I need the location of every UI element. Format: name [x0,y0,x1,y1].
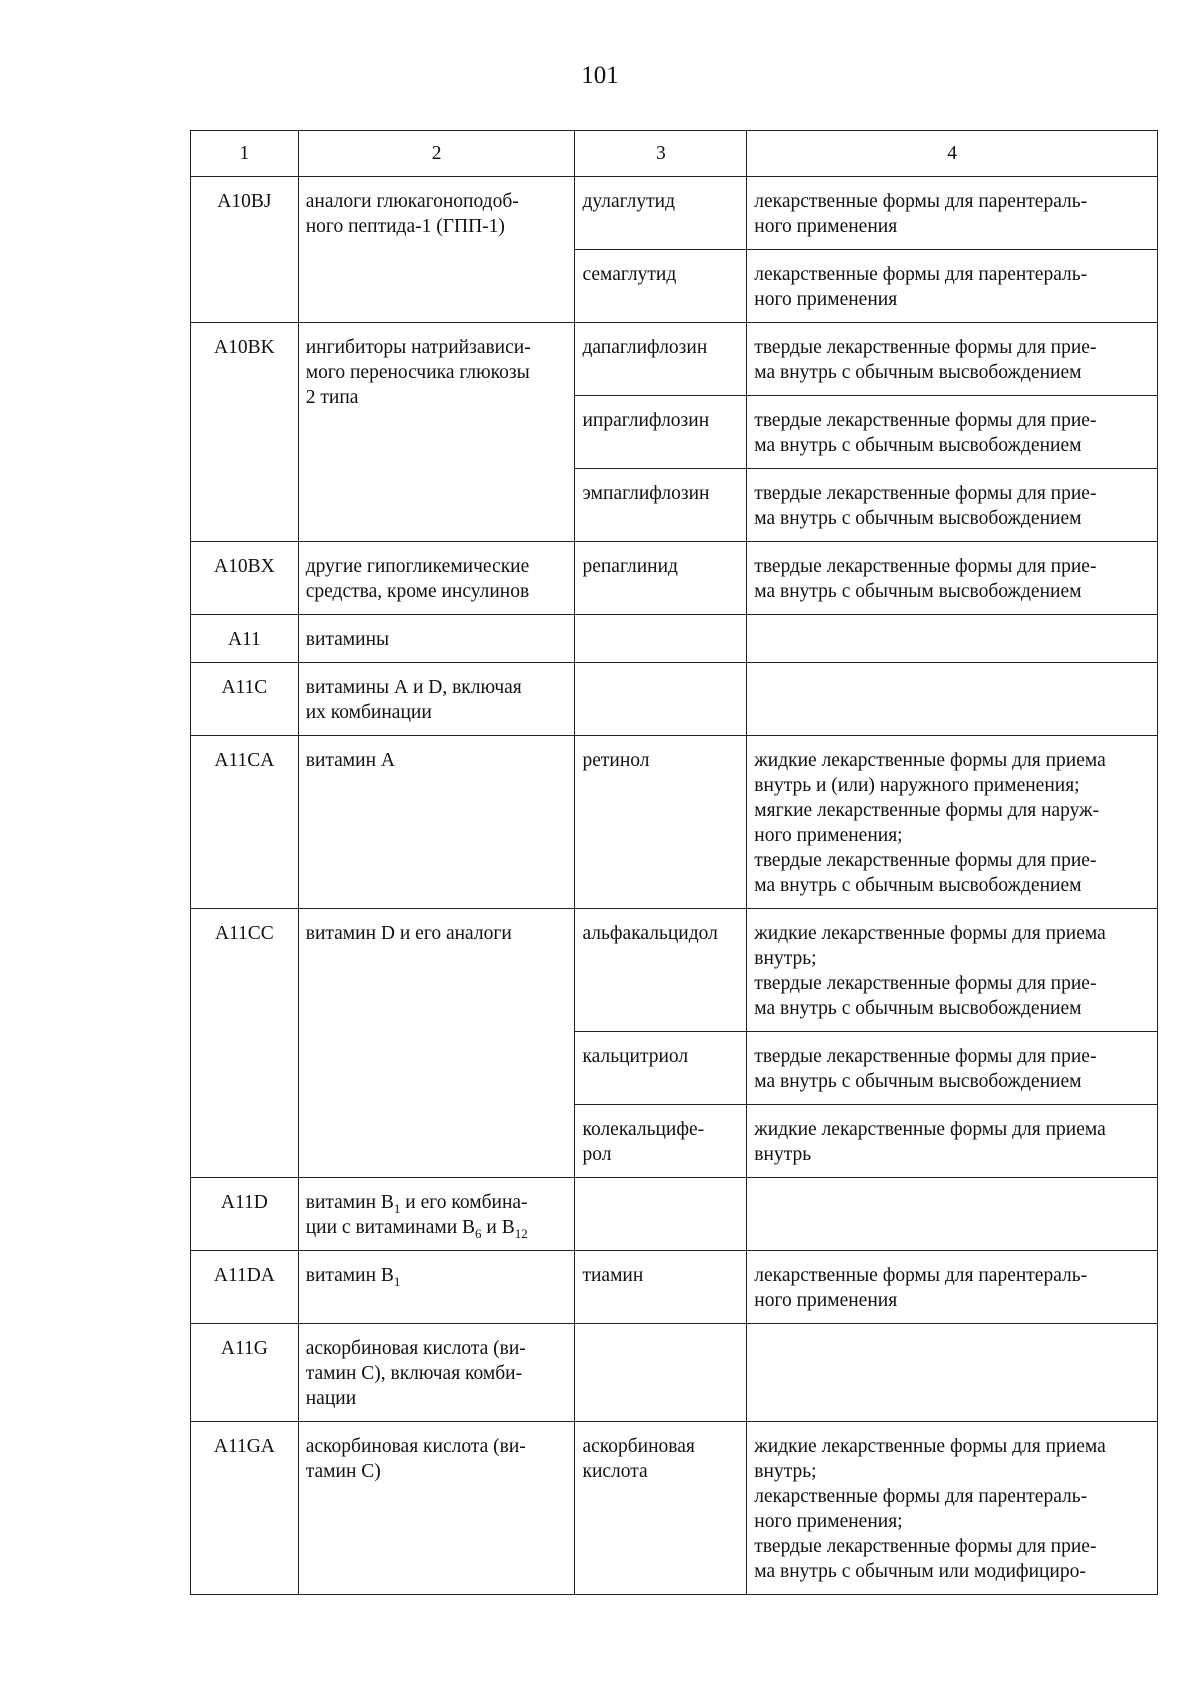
dosage-forms [747,177,1158,250]
dosage-form-line: внутрь; [754,1461,817,1482]
dosage-form-line: твердые лекарственные формы для прие- [754,556,1097,577]
group-name-line: витамин D и его аналоги [305,923,512,944]
dosage-forms [747,1422,1158,1595]
drug-name [575,323,747,396]
group-name-line: другие гипогликемические [305,556,530,577]
drug-name-line: кальцитриол [582,1046,689,1067]
group-name-line: ингибиторы натрийзависи- [305,337,531,358]
atc-code: A10BX [191,542,299,615]
drug-name [575,177,747,250]
atc-code: A10BJ [191,177,299,323]
dosage-form-line: лекарственные формы для парентераль- [754,1486,1088,1507]
drug-name [575,1032,747,1105]
dosage-form-line: твердые лекарственные формы для прие- [754,337,1097,358]
dosage-form-line: внутрь [754,1144,812,1165]
group-name-line: ного пептида-1 (ГПП-1) [305,216,505,237]
group-name-line: средства, кроме инсулинов [305,581,530,602]
header-row [191,131,1158,177]
atc-code: A11 [191,615,299,663]
group-name [298,177,575,323]
drug-name [575,1324,747,1422]
dosage-form-line: жидкие лекарственные формы для приема [754,1119,1106,1140]
dosage-form-line: ма внутрь с обычным высвобождением [754,362,1082,383]
drug-name-line: колекальцифе- [582,1119,705,1140]
group-name [298,542,575,615]
dosage-forms [747,1324,1158,1422]
drug-name [575,1422,747,1595]
dosage-form-line: ного применения; [754,825,903,846]
drug-name-line: дулаглутид [582,191,676,212]
drug-name-line: альфакальцидол [582,923,718,944]
dosage-form-line: лекарственные формы для парентераль- [754,264,1088,285]
dosage-form-line: жидкие лекарственные формы для приема [754,750,1106,771]
table-row [191,1251,1158,1324]
group-text: ции с витаминами B [305,1217,476,1238]
dosage-forms [747,615,1158,663]
drug-name [575,542,747,615]
dosage-form-line: ма внутрь с обычным высвобождением [754,875,1082,896]
drug-name [575,250,747,323]
dosage-form-line: ма внутрь с обычным или модифициро- [754,1561,1086,1582]
group-text: и B [481,1217,515,1238]
atc-code: A11D [191,1178,299,1251]
dosage-form-line: ма внутрь с обычным высвобождением [754,581,1082,602]
group-name [298,1251,575,1324]
dosage-form-line: ного применения; [754,1511,903,1532]
header-col-2: 2 [298,131,575,177]
group-name-line [306,1263,568,1288]
drug-name-line: аскорбиновая [582,1436,695,1457]
group-name-line: мого переносчика глюкозы [305,362,530,383]
atc-code: A11C [191,663,299,736]
drug-name-line: дапаглифлозин [582,337,708,358]
drug-name-line: репаглинид [582,556,678,577]
drug-name [575,1105,747,1178]
table-row [191,615,1158,663]
table-row [191,663,1158,736]
drug-name [575,736,747,909]
dosage-forms [747,542,1158,615]
group-name [298,663,575,736]
dosage-form-line: лекарственные формы для парентераль- [754,1265,1088,1286]
drug-name-line: рол [582,1144,612,1165]
atc-code: A11CA [191,736,299,909]
dosage-form-line: ного применения [754,1290,898,1311]
table-body [191,131,1158,1595]
drug-name [575,469,747,542]
dosage-forms [747,323,1158,396]
dosage-forms [747,1178,1158,1251]
dosage-form-line: жидкие лекарственные формы для приема [754,923,1106,944]
group-name [298,615,575,663]
header-col-3: 3 [575,131,747,177]
table-row [191,1324,1158,1422]
dosage-forms [747,396,1158,469]
group-name-line [306,1190,568,1215]
dosage-forms [747,736,1158,909]
drug-name-line: семаглутид [582,264,677,285]
table-row [191,909,1158,1032]
dosage-form-line: ма внутрь с обычным высвобождением [754,998,1082,1019]
drug-name [575,663,747,736]
dosage-form-line: внутрь и (или) наружного применения; [754,775,1080,796]
atc-code: A11GA [191,1422,299,1595]
group-name-line: витамин А [305,750,395,771]
drug-name-line: кислота [582,1461,648,1482]
atc-code: A11CC [191,909,299,1178]
drug-name [575,1251,747,1324]
dosage-form-line: твердые лекарственные формы для прие- [754,1046,1097,1067]
table-row [191,736,1158,909]
dosage-form-line: мягкие лекарственные формы для наруж- [754,800,1100,821]
dosage-form-line: твердые лекарственные формы для прие- [754,410,1097,431]
atc-code: A10BK [191,323,299,542]
group-name [298,323,575,542]
drug-name-line: эмпаглифлозин [582,483,710,504]
drug-name-line: ипраглифлозин [582,410,710,431]
subscript: 1 [393,1273,401,1289]
group-name-line: аскорбиновая кислота (ви- [305,1436,526,1457]
table-row [191,323,1158,396]
atc-code: A11DA [191,1251,299,1324]
header-col-1: 1 [191,131,299,177]
dosage-form-line: твердые лекарственные формы для прие- [754,973,1097,994]
group-name [298,1178,575,1251]
table-row [191,1422,1158,1595]
dosage-form-line: твердые лекарственные формы для прие- [754,1536,1097,1557]
group-name-line: их комбинации [305,702,432,723]
header-col-4: 4 [747,131,1158,177]
group-name-line: тамин С), включая комби- [305,1363,523,1384]
dosage-form-line: ного применения [754,216,898,237]
group-name [298,736,575,909]
group-name-line: аскорбиновая кислота (ви- [305,1338,526,1359]
subscript: 1 [393,1200,401,1216]
group-name-line: нации [305,1388,357,1409]
table-row [191,1178,1158,1251]
subscript: 12 [514,1225,528,1241]
dosage-form-line: лекарственные формы для парентераль- [754,191,1088,212]
dosage-forms [747,469,1158,542]
subscript: 6 [475,1225,482,1241]
table-row [191,542,1158,615]
dosage-forms [747,663,1158,736]
group-name [298,1324,575,1422]
group-name [298,1422,575,1595]
group-name-line: тамин С) [305,1461,381,1482]
group-name-line: витамины [305,629,390,650]
dosage-form-line: ма внутрь с обычным высвобождением [754,435,1082,456]
group-text: и его комбина- [400,1192,528,1213]
drug-name-line: тиамин [582,1265,644,1286]
dosage-form-line: твердые лекарственные формы для прие- [754,483,1097,504]
dosage-forms [747,1032,1158,1105]
dosage-forms [747,1251,1158,1324]
table-row [191,177,1158,250]
drug-name [575,396,747,469]
dosage-form-line: ма внутрь с обычным высвобождением [754,508,1082,529]
drug-classification-table [190,130,1158,1595]
dosage-form-line: ного применения [754,289,898,310]
drug-name [575,909,747,1032]
dosage-form-line: внутрь; [754,948,817,969]
drug-name-line: ретинол [582,750,650,771]
drug-name [575,1178,747,1251]
dosage-form-line: ма внутрь с обычным высвобождением [754,1071,1082,1092]
group-name-line [306,1215,568,1240]
group-text: витамин B [305,1265,394,1286]
page-number: 101 [581,62,619,89]
dosage-form-line: жидкие лекарственные формы для приема [754,1436,1106,1457]
group-name [298,909,575,1178]
group-name-line: 2 типа [305,387,359,408]
drug-name [575,615,747,663]
group-text: витамин B [305,1192,394,1213]
group-name-line: витамины А и D, включая [305,677,522,698]
group-name-line: аналоги глюкагоноподоб- [305,191,519,212]
atc-code: A11G [191,1324,299,1422]
dosage-form-line: твердые лекарственные формы для прие- [754,850,1097,871]
dosage-forms [747,909,1158,1032]
dosage-forms [747,1105,1158,1178]
dosage-forms [747,250,1158,323]
